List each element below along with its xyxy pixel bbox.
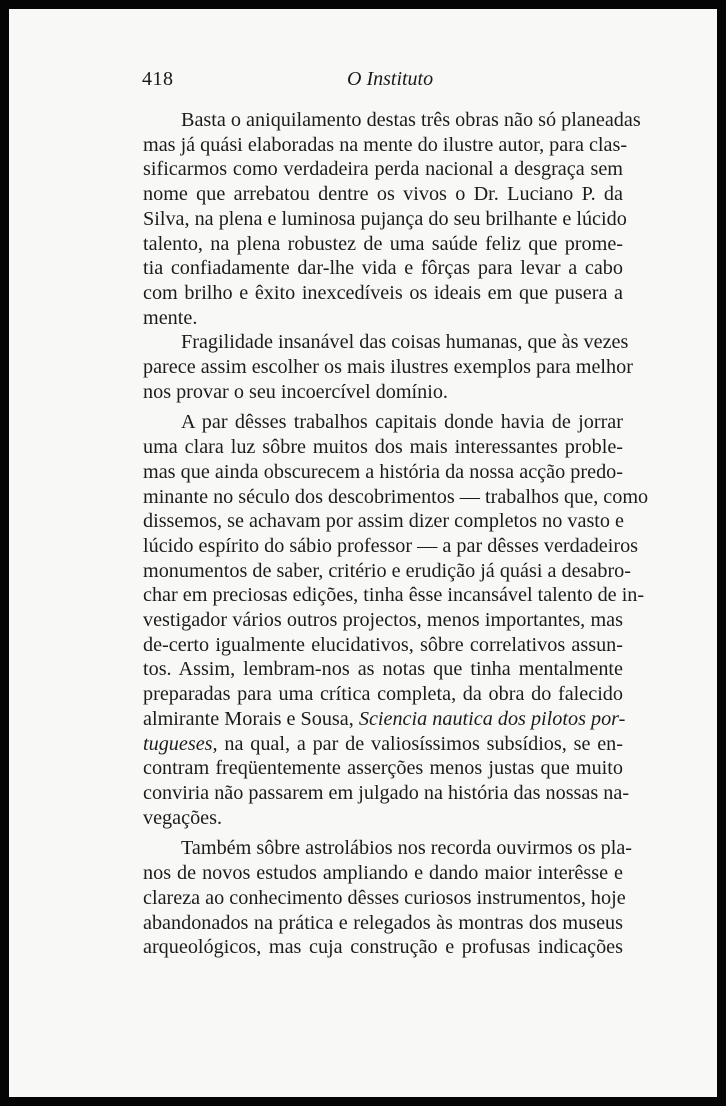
text-line: nos provar o seu incoercível domínio. <box>143 380 448 403</box>
book-page <box>9 9 717 1097</box>
text-line: conviria não passarem em julgado na história das nossas na- <box>143 781 630 804</box>
text-line: de-certo igualmente elucidativos, sôbre correlativos assun- <box>143 633 623 656</box>
text-line: dissemos, se achavam por assim dizer completos no vasto e <box>143 510 625 533</box>
text-line: clareza ao conhecimento dêsses curiosos instrumentos, hoje <box>143 886 626 909</box>
page-header <box>142 68 622 98</box>
running-title: O Instituto <box>347 68 434 90</box>
text-line: abandonados na prática e relegados às montras dos museus <box>143 911 623 934</box>
text-line: minante no século dos descobrimentos — trabalhos que, como <box>143 485 649 508</box>
text-line: mas já quási elaboradas na mente do ilustre autor, para clas- <box>143 133 628 156</box>
text-line: parece assim escolher os mais ilustres exemplos para melhor <box>143 356 633 379</box>
text-line: monumentos de saber, critério e erudição já quási a desabro- <box>143 559 631 582</box>
text-line: arqueológicos, mas cuja construção e profusas indicações <box>143 936 623 959</box>
text-line: vegações. <box>143 806 223 829</box>
text-line: preparadas para uma crítica completa, da obra do falecido <box>143 683 623 706</box>
text-line: tia confiadamente dar-lhe vida e fôrças para levar a cabo <box>143 257 623 280</box>
text-line: mente. <box>143 306 198 329</box>
text-line: char em preciosas edições, tinha êsse incansável talento de in- <box>143 584 645 607</box>
text-line: Silva, na plena e luminosa pujança do seu brilhante e lúcido <box>143 207 627 230</box>
text-line: vestigador vários outros projectos, menos importantes, mas <box>143 609 623 632</box>
text-line: nome que arrebatou dentre os vivos o Dr. Luciano P. da <box>143 183 623 206</box>
text-line: contram freqüentemente asserções menos justas que muito <box>143 757 623 780</box>
text-line: Fragilidade insanável das coisas humanas, que às vezes <box>181 331 629 354</box>
page-number: 418 <box>142 68 174 90</box>
text-line: mas que ainda obscurecem a história da nossa acção predo- <box>143 460 623 483</box>
body-text <box>143 108 649 960</box>
text-line: Também sôbre astrolábios nos recorda ouvirmos os pla- <box>181 837 633 860</box>
text-line: Basta o aniquilamento destas três obras não só planeadas <box>181 109 641 131</box>
text-line: almirante Morais e Sousa, Sciencia nautica dos pilotos por- <box>143 707 626 730</box>
book-title-italic: Sciencia nautica dos pilotos por- <box>358 707 626 730</box>
text-line: uma clara luz sôbre muitos dos mais interessantes proble- <box>143 436 623 459</box>
text-line: lúcido espírito do sábio professor — a par dêsses verdadeiros <box>143 534 639 557</box>
book-title-italic: tugueses, <box>143 732 218 755</box>
text-line: tos. Assim, lembram-nos as notas que tinha mentalmente <box>143 658 623 681</box>
text-line: tugueses, na qual, a par de valiosíssimos subsídios, se en- <box>143 732 623 755</box>
text-line: talento, na plena robustez de uma saúde feliz que prome- <box>143 232 623 255</box>
text-line: sificarmos como verdadeira perda nacional a desgraça sem <box>143 158 623 181</box>
text-line: com brilho e êxito inexcedíveis os ideais em que pusera a <box>143 281 623 304</box>
text-line: A par dêsses trabalhos capitais donde havia de jorrar <box>181 411 623 434</box>
text-line: nos de novos estudos ampliando e dando maior interêsse e <box>143 862 623 885</box>
